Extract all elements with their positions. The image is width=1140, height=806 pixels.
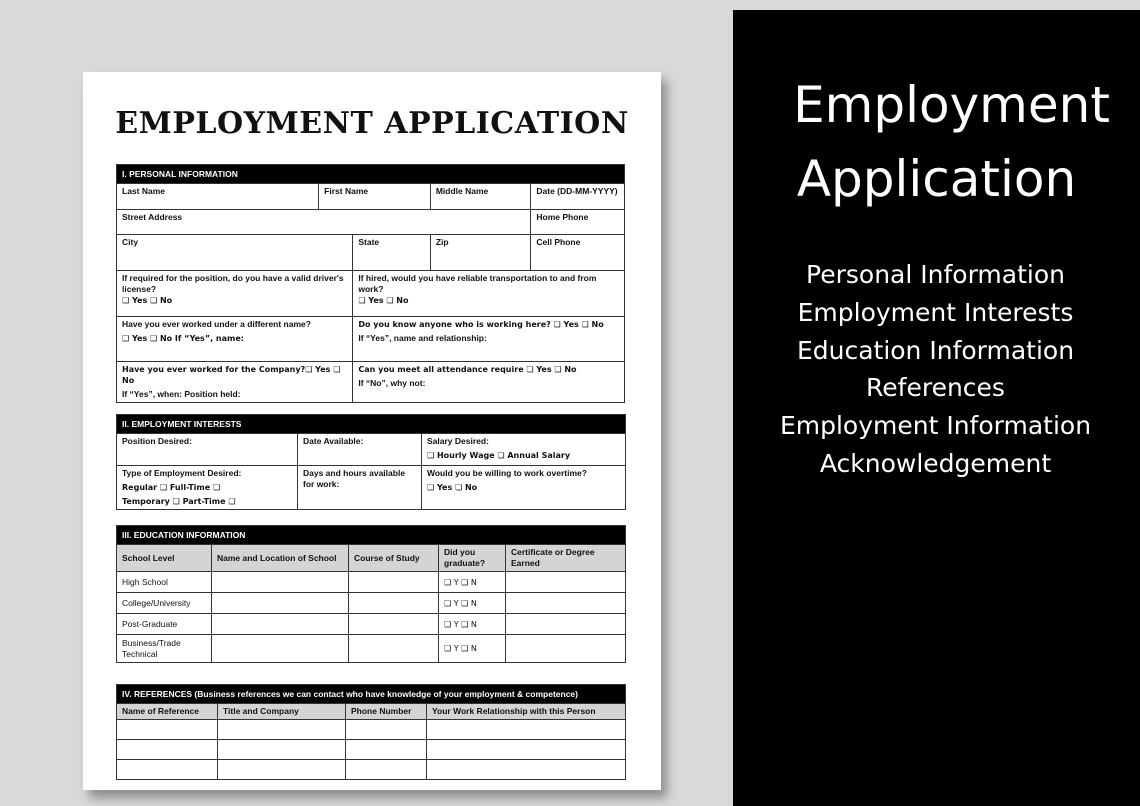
school-level-cell: Post-Graduate	[117, 614, 212, 635]
table-cell	[349, 635, 439, 663]
question-subtext: If “Yes”, when: Position held:	[122, 389, 241, 399]
list-item: Employment Information	[779, 411, 1092, 441]
panel-title-line-2: Application	[796, 150, 1077, 208]
list-item: Employment Interests	[797, 297, 1074, 327]
graduated-checkboxes: ❏ Y ❏ N	[439, 635, 506, 663]
graduated-checkboxes: ❏ Y ❏ N	[439, 593, 506, 614]
list-item: Acknowledgement	[819, 448, 1052, 478]
column-header: School Level	[117, 545, 212, 572]
table-cell	[212, 614, 349, 635]
different-name-question	[117, 317, 353, 362]
table-cell	[427, 740, 626, 760]
question-text: If hired, would you have reliable transportation to and from work?	[358, 273, 597, 294]
table-cell	[212, 572, 349, 593]
column-header: Phone Number	[346, 704, 427, 720]
column-header: Course of Study	[349, 545, 439, 572]
graduated-checkboxes: ❏ Y ❏ N	[439, 614, 506, 635]
table-cell	[218, 760, 346, 780]
date-label: Date (DD-MM-YYYY)	[531, 184, 625, 210]
table-cell	[506, 593, 626, 614]
middle-name-label: Middle Name	[430, 184, 531, 210]
license-checkboxes: ❏ Yes ❏ No	[122, 296, 173, 305]
first-name-label: First Name	[319, 184, 431, 210]
table-cell	[346, 720, 427, 740]
table-cell	[506, 635, 626, 663]
table-row	[117, 614, 626, 635]
column-header: Name of Reference	[117, 704, 218, 720]
worked-for-company-question	[117, 362, 353, 403]
table-row	[117, 635, 626, 663]
salary-desired	[422, 434, 626, 466]
list-item: Personal Information	[806, 260, 1065, 289]
table-cell	[346, 740, 427, 760]
graduated-checkboxes: ❏ Y ❏ N	[439, 572, 506, 593]
city-label: City	[117, 235, 353, 271]
employment-interests-section	[116, 414, 626, 510]
question-text: Do you know anyone who is working here? ❏ Yes ❏ No	[358, 320, 604, 329]
last-name-label: Last Name	[117, 184, 319, 210]
home-phone-label: Home Phone	[531, 210, 625, 235]
column-header: Title and Company	[218, 704, 346, 720]
transport-question	[353, 271, 625, 317]
list-item: Education Information	[796, 335, 1075, 365]
know-anyone-question	[353, 317, 625, 362]
employment-type-row-2: Temporary ❏ Part-Time ❏	[122, 497, 236, 506]
school-level-cell: College/University	[117, 593, 212, 614]
column-header: Certificate or Degree Earned	[506, 545, 626, 572]
section-list	[733, 256, 1140, 483]
position-desired-label: Position Desired:	[117, 434, 298, 466]
education-information-section	[116, 525, 626, 663]
salary-checkboxes: ❏ Hourly Wage ❏ Annual Salary	[427, 451, 571, 460]
section-header: II. EMPLOYMENT INTERESTS	[117, 415, 626, 434]
question-text: Can you meet all attendance require ❏ Yes ❏ No	[358, 365, 577, 374]
employment-type-row-1: Regular ❏ Full-Time ❏	[122, 483, 221, 492]
days-hours-label: Days and hours available for work:	[298, 466, 422, 510]
personal-information-section	[116, 164, 625, 403]
table-row	[117, 572, 626, 593]
table-row	[117, 593, 626, 614]
cell-phone-label: Cell Phone	[531, 235, 625, 271]
different-name-checkboxes: ❏ Yes ❏ No If “Yes”, name:	[122, 334, 244, 343]
question-text: Have you ever worked for the Company?❏ Yes ❏ No	[122, 365, 341, 385]
school-level-cell: High School	[117, 572, 212, 593]
table-cell	[349, 593, 439, 614]
table-cell	[212, 593, 349, 614]
question-text: Have you ever worked under a different name?	[122, 319, 311, 329]
table-cell	[218, 740, 346, 760]
date-available-label: Date Available:	[298, 434, 422, 466]
section-header: I. PERSONAL INFORMATION	[117, 165, 625, 184]
overtime-question	[422, 466, 626, 510]
table-cell	[427, 720, 626, 740]
street-address-label: Street Address	[117, 210, 531, 235]
form-title: EMPLOYMENT APPLICATION	[115, 106, 629, 141]
table-cell	[117, 720, 218, 740]
table-row	[117, 740, 626, 760]
section-header: IV. REFERENCES (Business references we can contact who have knowledge of your employment & competence)	[117, 685, 626, 704]
panel-title-line-1: Employment	[793, 76, 1110, 134]
employment-type-label: Type of Employment Desired:	[122, 468, 242, 478]
table-cell	[427, 760, 626, 780]
zip-label: Zip	[430, 235, 531, 271]
question-text: If required for the position, do you have a valid driver's license?	[122, 273, 344, 294]
references-section	[116, 684, 626, 780]
table-cell	[506, 572, 626, 593]
column-header: Did you graduate?	[439, 545, 506, 572]
table-cell	[346, 760, 427, 780]
state-label: State	[353, 235, 430, 271]
salary-label: Salary Desired:	[427, 436, 489, 446]
column-header: Name and Location of School	[212, 545, 349, 572]
table-row	[117, 720, 626, 740]
overtime-checkboxes: ❏ Yes ❏ No	[427, 483, 478, 492]
question-subtext: If “Yes”, name and relationship:	[358, 333, 487, 343]
table-cell	[349, 614, 439, 635]
table-cell	[117, 740, 218, 760]
question-subtext: If “No”, why not:	[358, 378, 426, 388]
license-question	[117, 271, 353, 317]
column-header: Your Work Relationship with this Person	[427, 704, 626, 720]
employment-type	[117, 466, 298, 510]
form-preview	[83, 72, 661, 790]
question-text: Would you be willing to work overtime?	[427, 468, 587, 478]
transport-checkboxes: ❏ Yes ❏ No	[358, 296, 409, 305]
school-level-cell: Business/Trade Technical	[117, 635, 212, 663]
table-row	[117, 760, 626, 780]
table-cell	[212, 635, 349, 663]
table-cell	[349, 572, 439, 593]
list-item: References	[866, 373, 1005, 403]
table-cell	[506, 614, 626, 635]
section-header: III. EDUCATION INFORMATION	[117, 526, 626, 545]
attendance-question	[353, 362, 625, 403]
table-cell	[117, 760, 218, 780]
info-panel	[733, 10, 1140, 806]
panel-title	[733, 68, 1140, 216]
table-cell	[218, 720, 346, 740]
